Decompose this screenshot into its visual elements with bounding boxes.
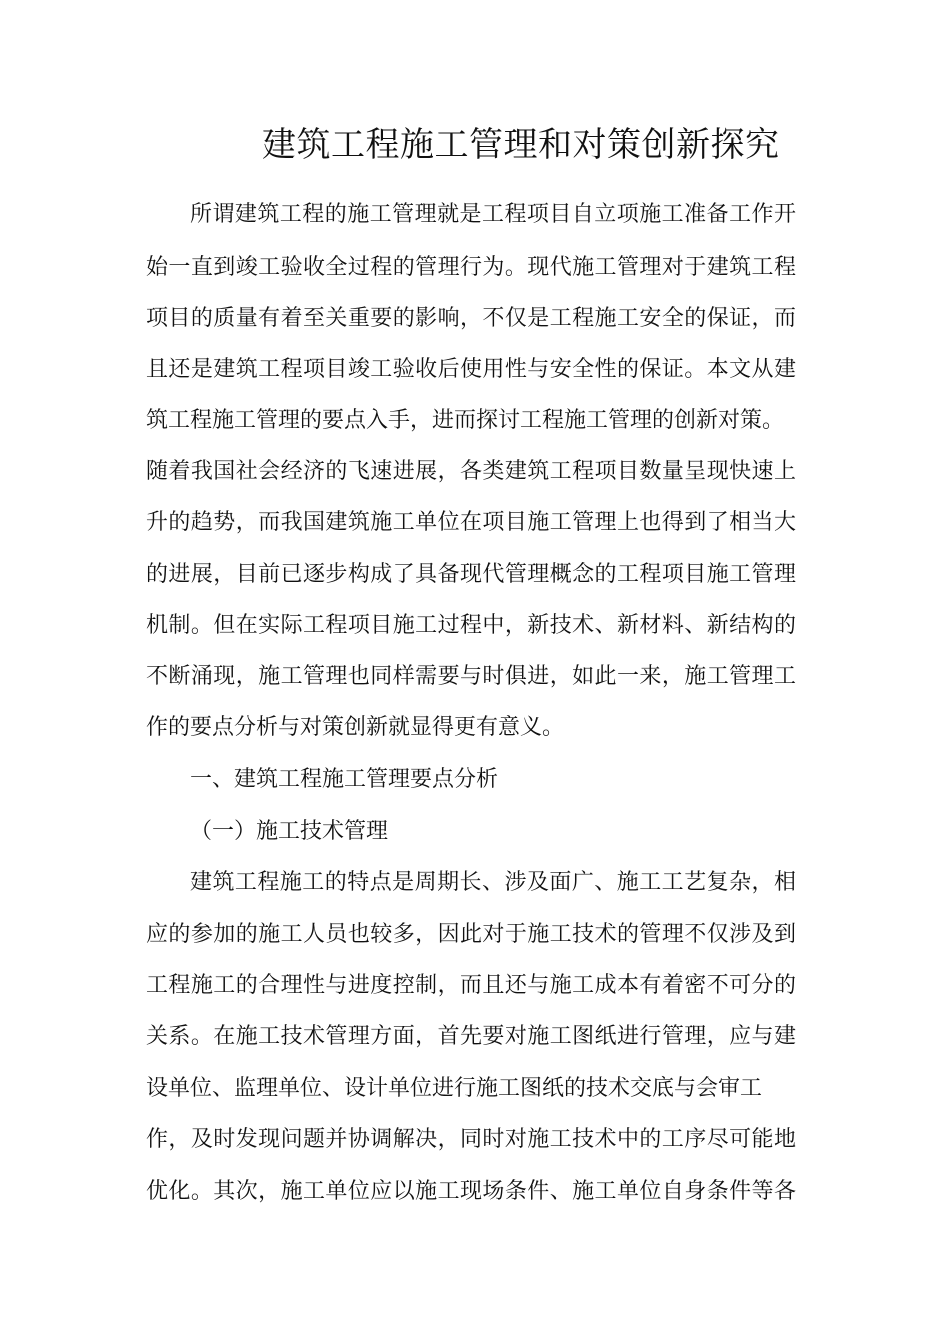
paragraph-1-line-4: 且还是建筑工程项目竣工验收后使用性与安全性的保证。本文从建 xyxy=(146,357,796,382)
paragraph-3-line-3: 工程施工的合理性与进度控制，而且还与施工成本有着密不可分的 xyxy=(146,973,796,998)
paragraph-2-line-2: 升的趋势，而我国建筑施工单位在项目施工管理上也得到了相当大 xyxy=(146,510,796,535)
paragraph-2-line-3: 的进展，目前已逐步构成了具备现代管理概念的工程项目施工管理 xyxy=(146,562,796,587)
paragraph-2-line-4: 机制。但在实际工程项目施工过程中，新技术、新材料、新结构的 xyxy=(146,613,796,638)
paragraph-3-line-4: 关系。在施工技术管理方面，首先要对施工图纸进行管理，应与建 xyxy=(146,1024,796,1049)
paragraph-1-line-1: 所谓建筑工程的施工管理就是工程项目自立项施工准备工作开 xyxy=(190,202,796,227)
paragraph-3-line-2: 应的参加的施工人员也较多，因此对于施工技术的管理不仅涉及到 xyxy=(146,922,796,947)
paragraph-3-line-1: 建筑工程施工的特点是周期长、涉及面广、施工工艺复杂，相 xyxy=(190,870,796,895)
section-heading: 一、建筑工程施工管理要点分析 xyxy=(190,767,499,792)
paragraph-2-line-5: 不断涌现，施工管理也同样需要与时俱进，如此一来，施工管理工 xyxy=(146,664,796,689)
document-title: 建筑工程施工管理和对策创新探究 xyxy=(262,125,780,165)
paragraph-1-line-2: 始一直到竣工验收全过程的管理行为。现代施工管理对于建筑工程 xyxy=(146,255,796,280)
paragraph-3-line-5: 设单位、监理单位、设计单位进行施工图纸的技术交底与会审工 xyxy=(146,1076,763,1101)
paragraph-3-line-7: 优化。其次，施工单位应以施工现场条件、施工单位自身条件等各 xyxy=(146,1179,796,1204)
paragraph-2-line-6: 作的要点分析与对策创新就显得更有意义。 xyxy=(146,715,565,740)
paragraph-2-line-1: 随着我国社会经济的飞速进展，各类建筑工程项目数量呈现快速上 xyxy=(146,459,796,484)
paragraph-1-line-3: 项目的质量有着至关重要的影响，不仅是工程施工安全的保证，而 xyxy=(146,306,796,331)
paragraph-3-line-6: 作，及时发现问题并协调解决，同时对施工技术中的工序尽可能地 xyxy=(146,1127,796,1152)
paragraph-1-line-5: 筑工程施工管理的要点入手，进而探讨工程施工管理的创新对策。 xyxy=(146,408,785,433)
subsection-heading: （一）施工技术管理 xyxy=(190,819,389,844)
